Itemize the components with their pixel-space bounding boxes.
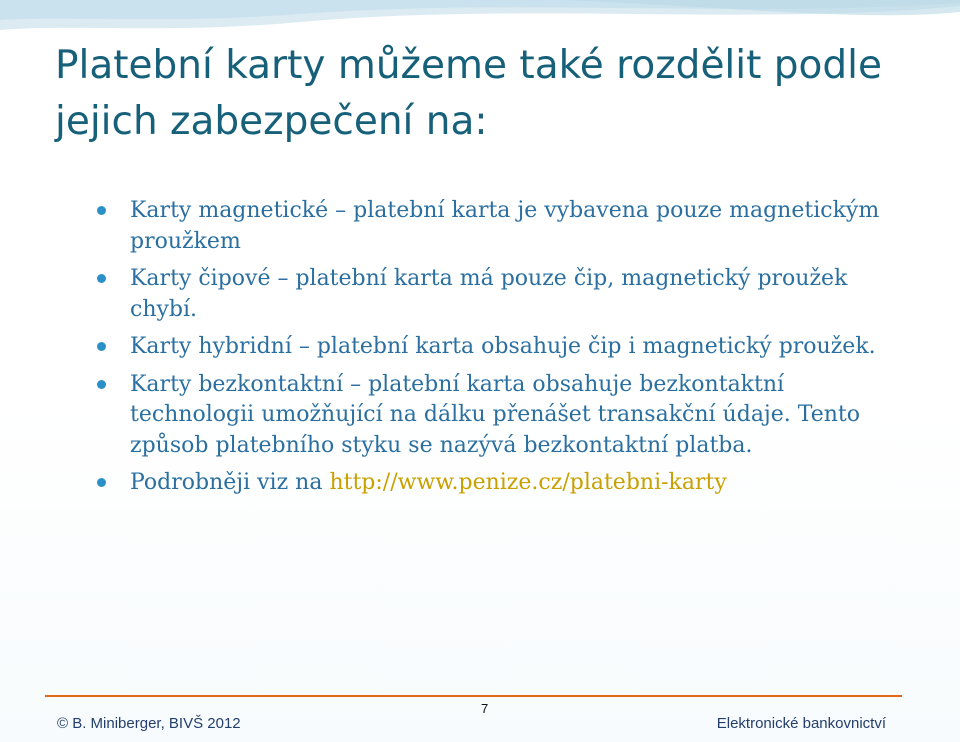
bullet-list (97, 196, 907, 506)
bullet-item-more-info (97, 468, 907, 499)
bullet-text: Karty čipové – platební karta má pouze čip, magnetický proužek chybí. (130, 266, 848, 322)
more-info-link[interactable]: http://www.penize.cz/platebni-karty (329, 470, 727, 495)
bullet-item-contactless (97, 370, 907, 462)
footer-divider (45, 695, 902, 697)
bullet-icon (97, 380, 106, 389)
bullet-icon (97, 478, 106, 487)
bullet-item-chip (97, 264, 907, 325)
page-number: 7 (481, 701, 489, 716)
bullet-item-hybrid (97, 332, 907, 363)
bullet-icon (97, 342, 106, 351)
footer-course-title: Elektronické bankovnictví (716, 715, 886, 732)
bullet-text: Karty magnetické – platební karta je vybavena pouze magnetickým proužkem (130, 198, 880, 254)
slide-title: Platební karty můžeme také rozdělit podle jejich zabezpečení na: (55, 43, 882, 144)
footer-copyright: © B. Miniberger, BIVŠ 2012 (57, 715, 241, 732)
bullet-icon (97, 206, 106, 215)
bullet-item-magnetic (97, 196, 907, 257)
bullet-icon (97, 274, 106, 283)
bullet-text: Podrobněji viz na (130, 470, 330, 495)
bullet-text: Karty hybridní – platební karta obsahuje čip i magnetický proužek. (130, 334, 876, 359)
bullet-text: Karty bezkontaktní – platební karta obsahuje bezkontaktní technologii umožňující na dálku přenášet transakční údaje. Tento způsob platebního styku se nazývá bezkontaktní platba. (130, 371, 860, 458)
